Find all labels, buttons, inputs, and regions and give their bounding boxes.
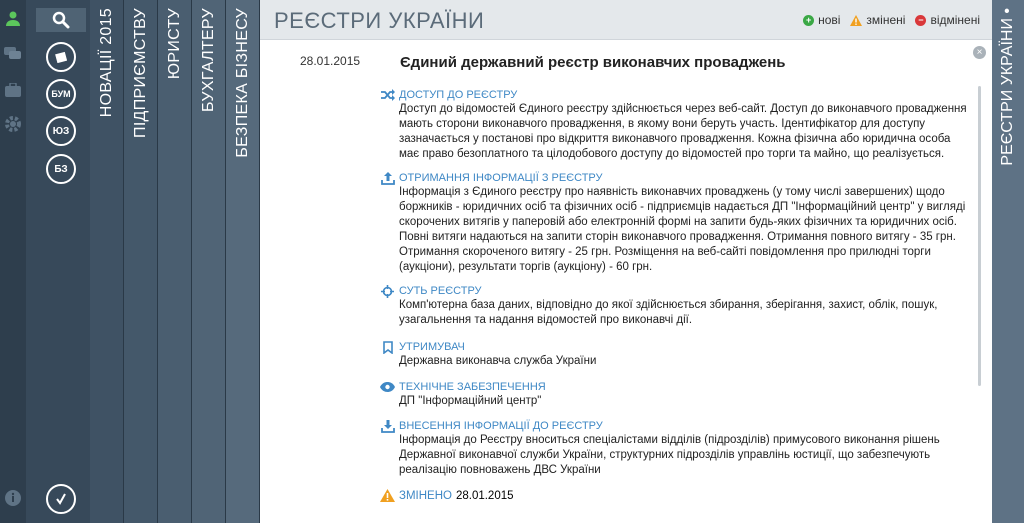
download-icon: [380, 419, 395, 433]
search-button[interactable]: [36, 8, 86, 32]
changed-label: ЗМІНЕНО: [399, 489, 452, 502]
check-icon: [55, 493, 67, 505]
eye-icon: [380, 380, 395, 394]
tab-label: БЕЗПЕКА БІЗНЕСУ: [233, 8, 251, 158]
plus-icon: +: [803, 15, 814, 26]
gear-icon[interactable]: [3, 114, 23, 134]
section-essence: [380, 284, 970, 328]
section-text: Інформація до Реєстру вноситься спеціалістами відділів (підрозділів) примусового виконання рішень Державної виконавчої служби України, структурних підрозділів управлінь юстиції, що забезпечують реалізацію повноважень ДВС України: [399, 434, 940, 476]
section-title: ТЕХНІЧНЕ ЗАБЕЗПЕЧЕННЯ: [399, 381, 546, 393]
right-tab-label: РЕЄСТРИ УКРАЇНИ •: [999, 8, 1016, 166]
section-title: ОТРИМАННЯ ІНФОРМАЦІЇ З РЕЄСТРУ: [399, 172, 603, 184]
section-header: [380, 284, 970, 298]
page-title: РЕЄСТРИ УКРАЇНИ: [274, 8, 485, 33]
section-holder: [380, 340, 970, 369]
tab-label: ЮРИСТУ: [165, 8, 183, 80]
record-date: 28.01.2015: [300, 54, 361, 68]
tab-label: ПІДПРИЄМСТВУ: [131, 8, 149, 138]
tab-bezpeka-biznesu[interactable]: [226, 0, 260, 523]
close-icon: ×: [976, 47, 983, 58]
shuffle-icon: [380, 88, 395, 102]
section-access: [380, 88, 970, 162]
record-heading: Єдиний державний реєстр виконавчих проваджень: [400, 54, 786, 71]
section-text: ДП "Інформаційний центр": [399, 395, 542, 407]
calendar-icon[interactable]: [46, 42, 76, 72]
legend: [803, 13, 980, 27]
tab-yurystu[interactable]: [158, 0, 192, 523]
section-text: Інформація з Єдиного реєстру про наявність виконавчих проваджень (у тому числі завершених) щодо боржників - юридичних осіб та фізичних осіб - підприємців надається ДП "Інформаційний центр" у вигляді скорочених витягів у паперовій або електронній формі на запити будь-яких фізичних та юридичних осіб. Повні витяги надаються на запити сторін виконавчого провадження. Отримання повного витягу - 35 грн. Отримання скороченого витягу - 25 грн. Розміщення на веб-сайті повідомлення про прилюдні торги (аукціони), результати торгів (аукціону) - 60 грн.: [399, 186, 966, 273]
icon-rail: [0, 0, 26, 523]
section-text: Державна виконавча служба України: [399, 355, 597, 367]
tab-bukhhalteru[interactable]: [192, 0, 226, 523]
upload-icon: [380, 171, 395, 185]
legend-new-label: нові: [818, 13, 841, 27]
user-icon[interactable]: [3, 8, 23, 28]
section-title: ДОСТУП ДО РЕЄСТРУ: [399, 89, 518, 101]
tab-novatsii[interactable]: [90, 0, 124, 523]
legend-changed-label: змінені: [866, 13, 906, 27]
legend-cancelled-label: відмінені: [930, 13, 980, 27]
legend-new[interactable]: [803, 13, 840, 27]
section-header: [380, 88, 970, 102]
section-header: [380, 171, 970, 185]
changed-date: 28.01.2015: [455, 489, 514, 502]
section-obtaining: [380, 171, 970, 275]
bookmark-icon: [380, 340, 395, 354]
section-header: [380, 340, 970, 354]
bum-button[interactable]: БУМ: [46, 79, 76, 109]
tab-reiestry-ukrainy[interactable]: [992, 0, 1024, 523]
crosshair-icon: [380, 284, 395, 298]
panel-header: [260, 0, 992, 40]
section-technical: [380, 380, 970, 409]
section-header: [380, 380, 970, 394]
main-panel: [260, 0, 992, 523]
briefcase-icon[interactable]: [3, 80, 23, 100]
search-icon: [52, 11, 70, 29]
check-button[interactable]: [46, 484, 76, 514]
tab-pidpryiemstvu[interactable]: [124, 0, 158, 523]
info-icon[interactable]: [3, 488, 23, 508]
section-header: [380, 419, 970, 433]
uz-button[interactable]: ЮЗ: [46, 116, 76, 146]
close-button[interactable]: [973, 46, 986, 59]
warning-icon: [380, 489, 395, 502]
legend-cancelled[interactable]: [915, 13, 980, 27]
tab-label: БУХГАЛТЕРУ: [199, 8, 217, 113]
section-input: [380, 419, 970, 478]
legend-changed[interactable]: [850, 13, 905, 27]
changed-row: [380, 489, 514, 502]
tab-label: НОВАЦІЇ 2015: [97, 8, 115, 118]
tools-column: [26, 0, 90, 523]
section-title: СУТЬ РЕЄСТРУ: [399, 285, 482, 297]
section-text: Комп'ютерна база даних, відповідно до якої здійснюється збирання, зберігання, захист, облік, пошук, узагальнення та надання відомостей про виконавчі дії.: [399, 299, 938, 326]
bz-button[interactable]: БЗ: [46, 154, 76, 184]
warning-icon: [850, 15, 862, 26]
section-title: УТРИМУВАЧ: [399, 341, 465, 353]
section-text: Доступ до відомостей Єдиного реєстру здійснюється через веб-сайт. Доступ до виконавчого провадження мають сторони виконавчого провадження, в якому вони беруть участь. Ідентифікатор для доступу зазначається у постанові про відкриття виконавчого провадження. Кожна фізична або юридична особа має право безоплатного та цілодобового доступу до відомостей про торги та майно, що реалізується.: [399, 103, 967, 160]
section-title: ВНЕСЕННЯ ІНФОРМАЦІЇ ДО РЕЄСТРУ: [399, 420, 603, 432]
scrollbar[interactable]: [978, 86, 981, 386]
minus-icon: −: [915, 15, 926, 26]
chat-icon[interactable]: [3, 44, 23, 64]
